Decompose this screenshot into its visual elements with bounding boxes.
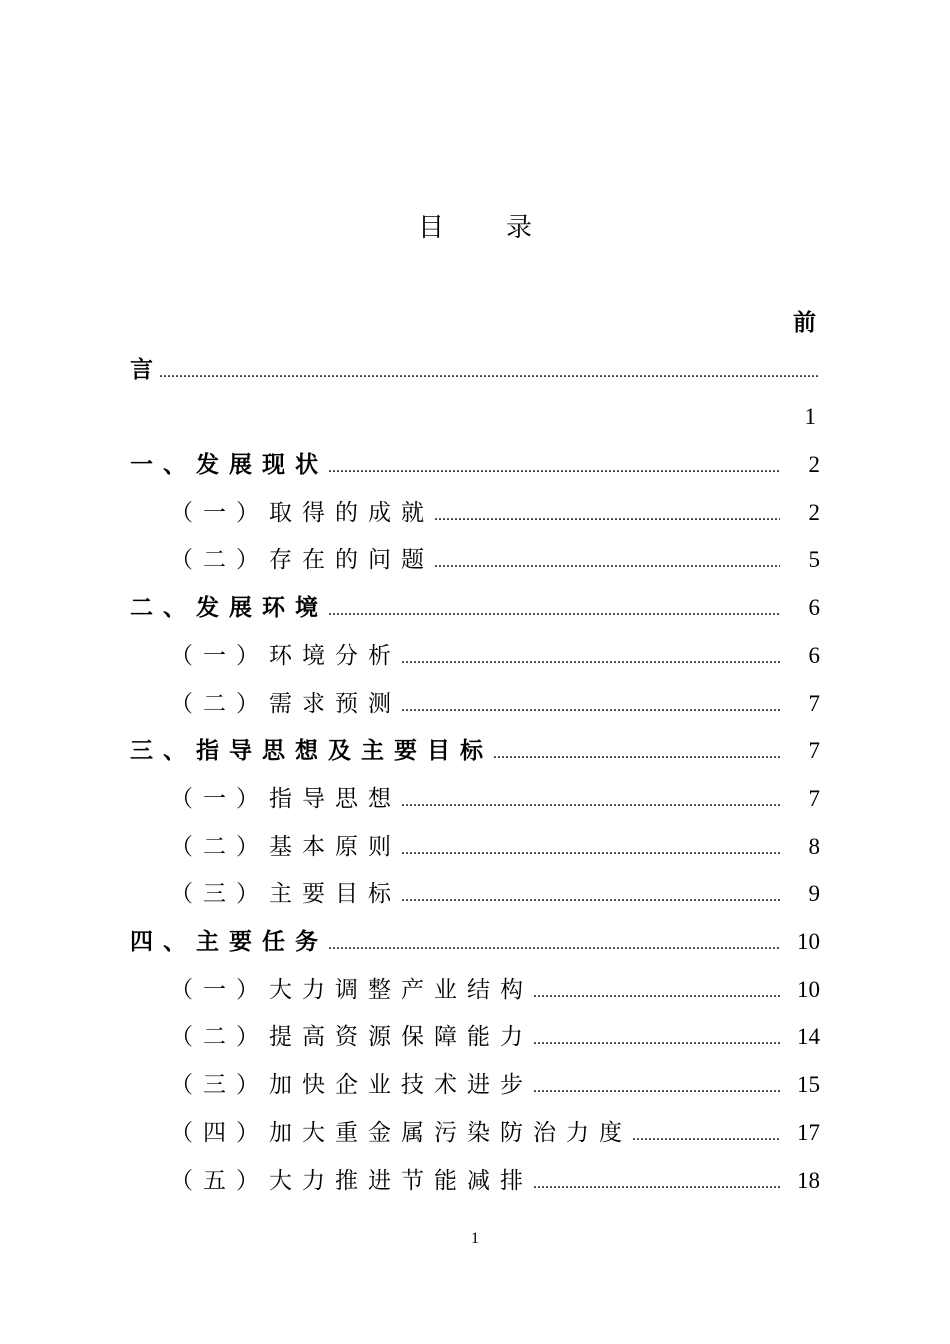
- toc-entry[interactable]: [170, 540, 820, 580]
- toc-entry-page-number: 7: [808, 738, 820, 764]
- page-footer-number: 1: [471, 1230, 479, 1247]
- toc-entry[interactable]: [130, 588, 820, 628]
- toc-entry-page-number: 9: [808, 881, 820, 907]
- dot-leader: [159, 353, 820, 393]
- toc-entry[interactable]: [170, 779, 820, 819]
- toc-entry-label: （一）大力调整产业结构: [170, 976, 533, 1003]
- toc-entry-preface[interactable]: [130, 350, 820, 390]
- toc-entry-label: 四、主要任务: [130, 929, 328, 955]
- dot-leader: [401, 639, 780, 679]
- toc-entry-page-number: 2: [808, 452, 820, 477]
- toc-entry-label: （二）需求预测: [170, 690, 401, 717]
- toc-entry-page-number: 8: [808, 833, 820, 859]
- toc-entry[interactable]: [170, 970, 820, 1010]
- toc-title-part2: 录: [506, 213, 533, 243]
- toc-entry-label: （二）基本原则: [170, 833, 401, 860]
- dot-leader: [401, 782, 780, 822]
- dot-leader: [328, 925, 780, 965]
- toc-entry[interactable]: [170, 1017, 820, 1057]
- dot-leader: [533, 1068, 780, 1108]
- toc-entry-label: 二、发展环境: [130, 595, 328, 622]
- toc-entry[interactable]: [130, 922, 820, 962]
- preface-label-part2: 言: [130, 357, 153, 383]
- dot-leader: [493, 734, 780, 774]
- toc-entry[interactable]: [170, 1113, 820, 1153]
- toc-entry-label: （三）加快企业技术进步: [170, 1072, 533, 1099]
- toc-entry[interactable]: [170, 1065, 820, 1105]
- toc-entry-label: （二）提高资源保障能力: [170, 1024, 533, 1051]
- toc-entry[interactable]: [170, 874, 820, 914]
- toc-entry[interactable]: [170, 684, 820, 724]
- toc-entry-label: （一）指导思想: [170, 785, 401, 812]
- toc-entry-page-number: 6: [808, 642, 820, 668]
- dot-leader: [401, 830, 780, 870]
- toc-entry[interactable]: [170, 1161, 820, 1201]
- toc-entry[interactable]: [170, 827, 820, 867]
- toc-entry-label: 一、发展现状: [130, 452, 328, 478]
- toc-entry[interactable]: [170, 636, 820, 676]
- toc-entry-page-number: 6: [808, 595, 820, 621]
- dot-leader: [401, 877, 780, 917]
- toc-title-part1: 目: [417, 213, 444, 243]
- dot-leader: [632, 1116, 780, 1156]
- toc-entry-label: 三、指导思想及主要目标: [130, 738, 493, 765]
- dot-leader: [434, 496, 780, 536]
- toc-entry-page-number: 17: [797, 1119, 820, 1145]
- toc-entry[interactable]: [130, 445, 820, 485]
- toc-entry-page-number: 14: [797, 1024, 820, 1050]
- toc-entry-page-number: 18: [797, 1167, 820, 1193]
- toc-entry[interactable]: [130, 731, 820, 771]
- toc-entry-label: （一）取得的成就: [170, 499, 434, 526]
- toc-entry-label: （二）存在的问题: [170, 547, 434, 574]
- toc-entry-page-number: 2: [808, 499, 820, 525]
- toc-entry-label: （一）环境分析: [170, 642, 401, 669]
- dot-leader: [434, 543, 780, 583]
- toc-entry-page-number: 7: [808, 785, 820, 811]
- preface-label-part1: 前: [793, 310, 816, 336]
- toc-entry-page-number: 7: [808, 690, 820, 716]
- toc-entry[interactable]: [170, 493, 820, 533]
- dot-leader: [328, 591, 780, 631]
- toc-entry-label: （五）大力推进节能减排: [170, 1167, 533, 1194]
- toc-title: [0, 208, 950, 248]
- toc-entry-page-number: 10: [797, 929, 820, 954]
- dot-leader: [401, 687, 780, 727]
- dot-leader: [533, 1020, 780, 1060]
- toc-entry-label: （三）主要目标: [170, 881, 401, 908]
- toc-entry-page-number: 5: [808, 547, 820, 573]
- toc-entry-label: （四）加大重金属污染防治力度: [170, 1119, 632, 1146]
- dot-leader: [533, 1164, 780, 1204]
- preface-page-number: 1: [804, 404, 816, 429]
- dot-leader: [533, 973, 780, 1013]
- toc-entry-page-number: 15: [797, 1072, 820, 1098]
- toc-entry-page-number: 10: [797, 976, 820, 1002]
- dot-leader: [328, 448, 780, 488]
